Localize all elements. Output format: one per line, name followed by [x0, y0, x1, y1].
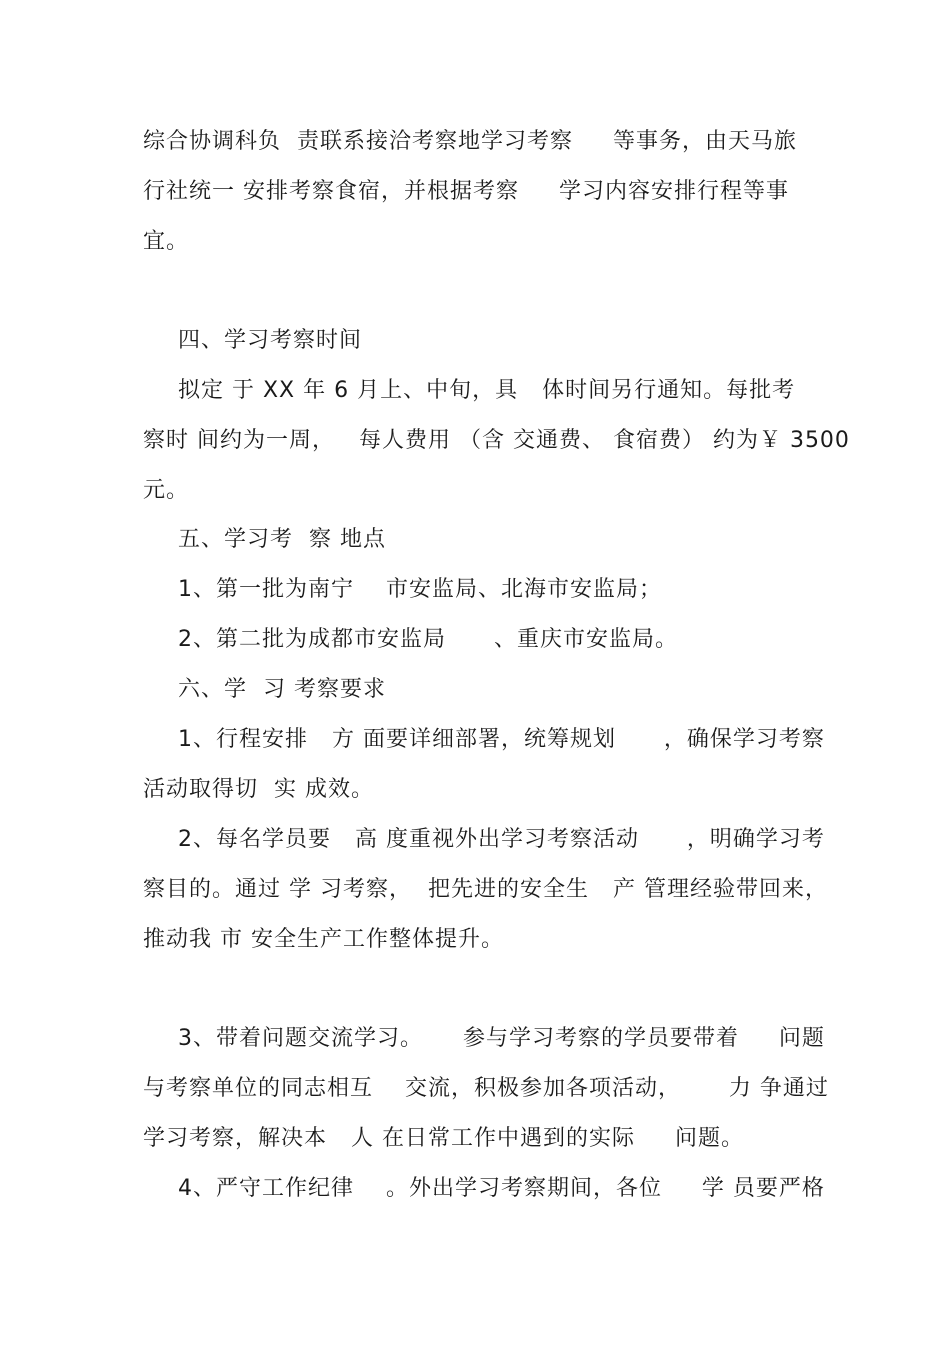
- section-heading: 五、学习考 察 地点: [178, 527, 386, 552]
- paragraph-line: 学习考察，解决本 人 在日常工作中遇到的实际 问题。: [143, 1126, 744, 1151]
- paragraph-line: 推动我 市 安全生产工作整体提升。: [143, 927, 504, 952]
- section-heading: 四、学习考察时间: [178, 328, 363, 353]
- paragraph-line: 综合协调科负 责联系接洽考察地学习考察 等事务，由天马旅: [143, 129, 797, 154]
- list-item: 4、严守工作纪律 。外出学习考察期间，各位 学 员要严格: [178, 1176, 825, 1201]
- paragraph-line: 宜。: [143, 229, 190, 254]
- paragraph-line: 拟定 于 XX 年 6 月上、中旬，具 体时间另行通知。每批考: [178, 378, 796, 403]
- paragraph-line: 与考察单位的同志相互 交流，积极参加各项活动， 力 争通过: [143, 1076, 829, 1101]
- paragraph-line: 元。: [143, 478, 190, 503]
- list-item: 2、第二批为成都市安监局 、重庆市安监局。: [178, 627, 678, 652]
- list-item: 2、每名学员要 高 度重视外出学习考察活动 ，明确学习考: [178, 827, 825, 852]
- paragraph-line: 活动取得切 实 成效。: [143, 777, 374, 802]
- list-item: 3、带着问题交流学习。 参与学习考察的学员要带着 问题: [178, 1026, 825, 1051]
- paragraph-line: 察目的。通过 学 习考察， 把先进的安全生 产 管理经验带回来，: [143, 877, 828, 902]
- list-item: 1、行程安排 方 面要详细部署，统筹规划 ，确保学习考察: [178, 727, 825, 752]
- paragraph-line: 行社统一 安排考察食宿，并根据考察 学习内容安排行程等事: [143, 179, 789, 204]
- section-heading: 六、学 习 考察要求: [178, 677, 386, 702]
- paragraph-line: 察时 间约为一周， 每人费用 （含 交通费、 食宿费） 约为￥ 3500: [143, 428, 850, 453]
- list-item: 1、第一批为南宁 市安监局、北海市安监局；: [178, 577, 662, 602]
